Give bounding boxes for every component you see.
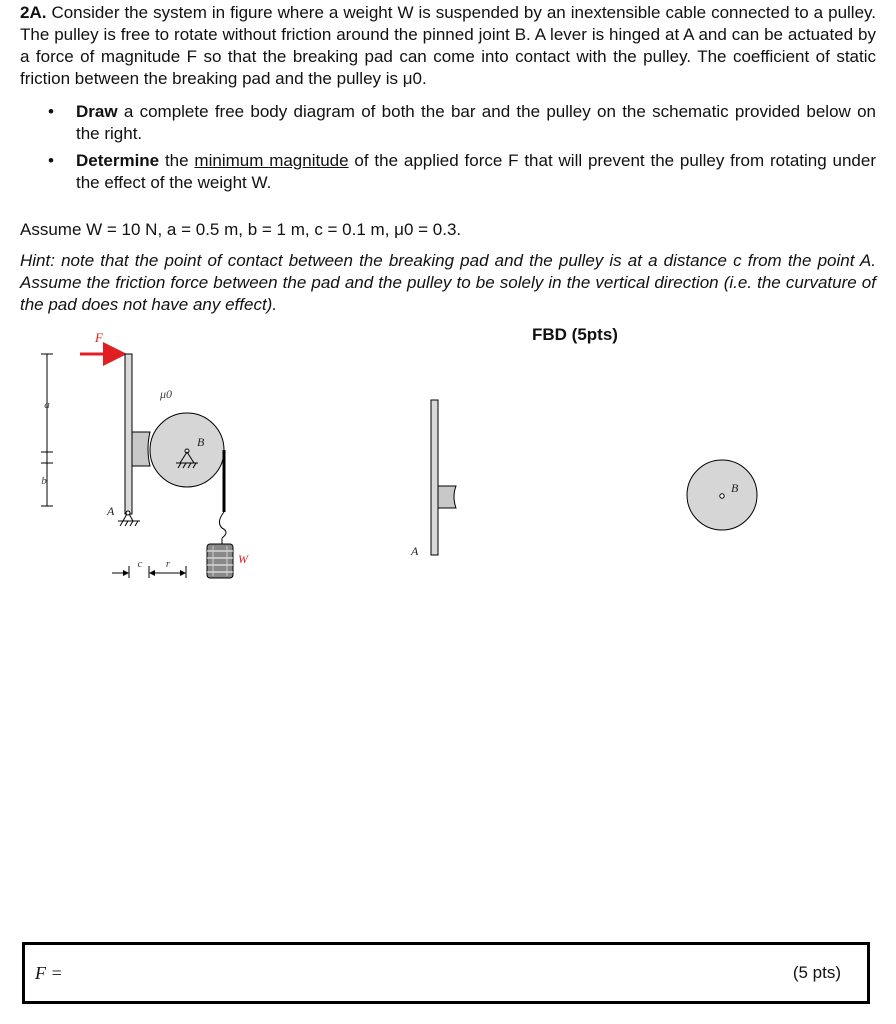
fbd-pin-b	[720, 494, 724, 498]
dim-a-label: a	[44, 399, 50, 411]
dim-b-label: b	[41, 475, 47, 487]
hook	[219, 512, 226, 538]
bullet-dot-icon: •	[48, 102, 54, 121]
task-determine-pre: the	[159, 151, 195, 170]
fbd-pulley	[687, 460, 757, 530]
hint: Hint: note that the point of contact between the breaking pad and the pulley is at a distance c from the point A. Assume the friction force between the pad and the pulley to be solely in the vertical direction (i.e. the curvature of the pad does not have any effect).	[20, 251, 876, 314]
assumptions: Assume W = 10 N, a = 0.5 m, b = 1 m, c = 0.1 m, μ0 = 0.3.	[20, 220, 462, 239]
weight-block	[207, 544, 233, 578]
fbd-hinge-a-label: A	[411, 544, 419, 558]
force-f-label: F	[95, 330, 103, 345]
answer-label: F =	[35, 963, 63, 983]
fbd-pin-b-label: B	[731, 481, 739, 495]
brake-pad	[132, 432, 150, 466]
task-draw-text: a complete free body diagram of both the bar and the pulley on the schematic provided below on the right.	[76, 102, 876, 143]
task-determine-underlined: minimum magnitude	[194, 151, 349, 170]
hinge-a-label: A	[107, 504, 115, 518]
bullet-dot-icon: •	[48, 151, 54, 170]
dim-c-label: c	[137, 558, 143, 570]
fbd-title: FBD (5pts)	[532, 325, 618, 344]
fbd-brake-pad	[438, 486, 456, 508]
answer-box[interactable]	[22, 942, 870, 1004]
weight-label: W	[238, 552, 248, 566]
pin-b-label: B	[197, 435, 205, 449]
task-determine-verb: Determine	[76, 151, 160, 170]
problem-text: Consider the system in figure where a weight W is suspended by an inextensible cable connected to a pulley. The pulley is free to rotate without friction around the pinned joint B. A lever is hinged at A and can be actuated by a force of magnitude F so that the breaking pad can come into contact with the pulley. The coefficient of static friction between the breaking pad and the pulley is μ0.	[20, 3, 876, 88]
mu-label: μ0	[159, 387, 173, 401]
schematic-figure	[41, 330, 249, 578]
problem-label: 2A.	[20, 3, 47, 22]
lever-bar	[125, 354, 132, 514]
task-determine-text: of the applied force F that will prevent the pulley from rotating under the effect of the weight W.	[76, 151, 876, 192]
answer-points: (5 pts)	[792, 963, 841, 982]
fbd-bar	[410, 400, 456, 558]
dim-r-label: r	[165, 558, 171, 570]
dimension-c-r	[112, 566, 186, 578]
task-draw-verb: Draw	[76, 102, 118, 121]
